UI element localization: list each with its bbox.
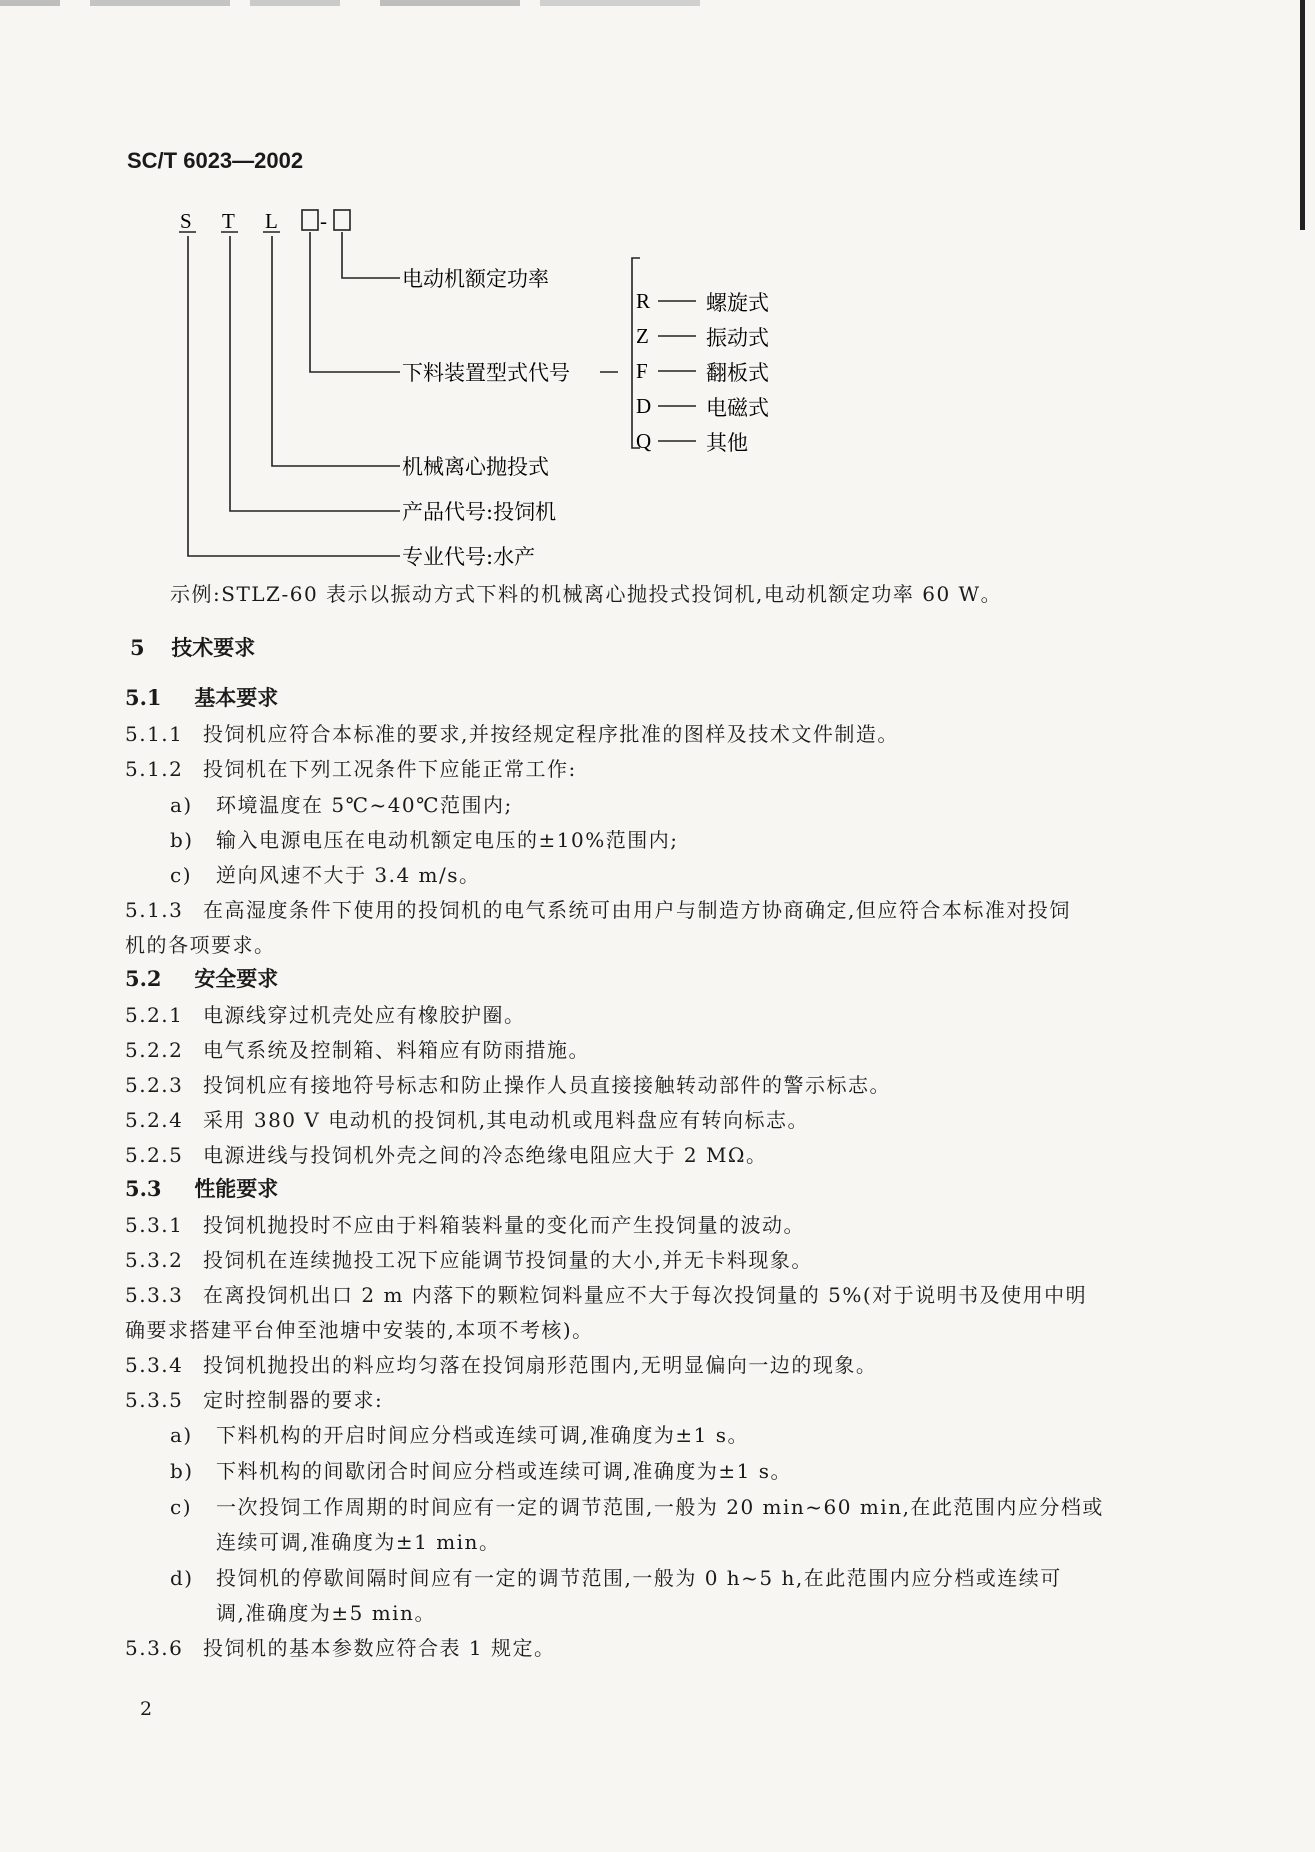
- standard-number: SC/T 6023—2002: [127, 148, 304, 173]
- label-centrifugal-type: 机械离心抛投式: [402, 455, 549, 479]
- clause-text: 投饲机应有接地符号标志和防止操作人员直接接触转动部件的警示标志。: [203, 1073, 891, 1097]
- list-text: 环境温度在 5℃~40℃范围内;: [216, 793, 513, 817]
- clause-text: 投饲机应符合本标准的要求,并按经规定程序批准的图样及技术文件制造。: [203, 722, 899, 746]
- clause-5-3-2: [125, 1244, 813, 1273]
- list-text: 输入电源电压在电动机额定电压的±10%范围内;: [216, 828, 679, 852]
- section-number: 5.1: [125, 685, 162, 710]
- clause-text: 电源进线与投饲机外壳之间的冷态绝缘电阻应大于 2 MΩ。: [203, 1143, 768, 1167]
- list-item: [170, 1455, 792, 1484]
- feeder-name: 螺旋式: [706, 291, 769, 315]
- feeder-name: 振动式: [706, 326, 769, 350]
- list-marker: a): [170, 1423, 193, 1447]
- leader-centrifugal: [272, 236, 400, 466]
- clause-5-2-5: [125, 1139, 768, 1168]
- list-item: [170, 789, 513, 818]
- clause-number: 5.3.3: [125, 1283, 184, 1307]
- clause-number: 5.2.3: [125, 1073, 184, 1097]
- clause-5-2-3: [125, 1069, 891, 1098]
- clause-text-line1: 在离投饲机出口 2 m 内落下的颗粒饲料量应不大于每次投饲量的 5%(对于说明书及使用中明: [203, 1283, 1088, 1307]
- section-number: 5.2: [125, 966, 162, 991]
- list-marker: b): [170, 828, 194, 852]
- clause-5-1-2: [125, 753, 577, 782]
- clause-number: 5.2.5: [125, 1143, 184, 1167]
- clause-text: 投饲机抛投出的料应均匀落在投饲扇形范围内,无明显偏向一边的现象。: [203, 1353, 878, 1377]
- clause-5-3-6: [125, 1632, 555, 1661]
- feeder-type-r: [636, 289, 769, 315]
- clause-5-2-1: [125, 999, 526, 1028]
- example-text: 示例:STLZ-60 表示以振动方式下料的机械离心抛投式投饲机,电动机额定功率 60 W。: [170, 582, 1003, 606]
- feeder-code: Z: [636, 324, 649, 348]
- feeder-type-d: [636, 394, 769, 420]
- list-text: 投饲机的停歇间隔时间应有一定的调节范围,一般为 0 h~5 h,在此范围内应分档或连续可: [216, 1566, 1062, 1590]
- clause-5-1-3: [125, 894, 1071, 923]
- list-item: [170, 859, 481, 888]
- clause-text: 定时控制器的要求:: [203, 1388, 384, 1412]
- feeder-type-z: [636, 324, 769, 350]
- list-marker: c): [170, 1495, 193, 1519]
- code-letter-s: S: [180, 209, 192, 233]
- clause-text-line1: 在高湿度条件下使用的投饲机的电气系统可由用户与制造方协商确定,但应符合本标准对投饲: [203, 898, 1071, 922]
- clause-5-1-1: [125, 718, 899, 747]
- label-profession-code: 专业代号:水产: [402, 545, 536, 569]
- clause-5-1-3-continued: 机的各项要求。: [125, 933, 276, 957]
- list-text: 一次投饲工作周期的时间应有一定的调节范围,一般为 20 min~60 min,在此范围内应分档或: [216, 1495, 1104, 1519]
- model-code-diagram: [0, 0, 1315, 600]
- clause-text: 投饲机在连续抛投工况下应能调节投饲量的大小,并无卡料现象。: [203, 1248, 813, 1272]
- clause-text: 电源线穿过机壳处应有橡胶护圈。: [203, 1003, 526, 1027]
- list-marker: d): [170, 1566, 194, 1590]
- clause-text: 投饲机的基本参数应符合表 1 规定。: [203, 1636, 556, 1660]
- feeder-code: D: [636, 394, 652, 418]
- clause-5-2-4: [125, 1104, 809, 1133]
- list-text: 逆向风速不大于 3.4 m/s。: [216, 863, 481, 887]
- label-feeder-type-code: 下料装置型式代号: [402, 361, 570, 385]
- list-item: [170, 1419, 749, 1448]
- section-title: 基本要求: [194, 685, 279, 710]
- clause-5-3-3-continued: 确要求搭建平台伸至池塘中安装的,本项不考核)。: [125, 1318, 594, 1342]
- code-dash: -: [320, 209, 327, 233]
- feeder-code: Q: [636, 429, 652, 453]
- list-text: 下料机构的间歇闭合时间应分档或连续可调,准确度为±1 s。: [216, 1459, 792, 1483]
- clause-text: 电气系统及控制箱、料箱应有防雨措施。: [203, 1038, 590, 1062]
- section-5-1-heading: [125, 682, 278, 712]
- list-text: 下料机构的开启时间应分档或连续可调,准确度为±1 s。: [216, 1423, 749, 1447]
- section-5-3-heading: [125, 1173, 278, 1203]
- clause-number: 5.2.4: [125, 1108, 184, 1132]
- clause-number: 5.1.2: [125, 757, 184, 781]
- section-5-heading: [130, 632, 255, 662]
- list-marker: a): [170, 793, 193, 817]
- clause-5-3-5: [125, 1384, 383, 1413]
- section-title: 技术要求: [171, 635, 256, 660]
- section-number: 5.3: [125, 1176, 162, 1201]
- clause-number: 5.3.5: [125, 1388, 184, 1412]
- code-box-1: [302, 210, 318, 230]
- feeder-code: R: [636, 289, 651, 313]
- clause-text: 采用 380 V 电动机的投饲机,其电动机或甩料盘应有转向标志。: [203, 1108, 810, 1132]
- list-item: [170, 1491, 1104, 1520]
- page-number: 2: [140, 1698, 153, 1720]
- clause-5-2-2: [125, 1034, 590, 1063]
- clause-number: 5.3.2: [125, 1248, 184, 1272]
- list-item: [170, 1562, 1062, 1591]
- feeder-name: 电磁式: [706, 396, 769, 420]
- clause-number: 5.1.1: [125, 722, 184, 746]
- list-item: [170, 824, 678, 853]
- code-letter-t: T: [222, 209, 235, 233]
- leader-power: [342, 232, 400, 278]
- feeder-name: 其他: [706, 431, 748, 455]
- clause-text: 投饲机在下列工况条件下应能正常工作:: [203, 757, 577, 781]
- leader-feeder: [310, 232, 400, 372]
- clause-number: 5.3.1: [125, 1213, 184, 1237]
- list-marker: b): [170, 1459, 194, 1483]
- section-title: 性能要求: [194, 1176, 279, 1201]
- list-marker: c): [170, 863, 193, 887]
- clause-number: 5.1.3: [125, 898, 184, 922]
- code-box-2: [334, 210, 350, 230]
- code-letter-l: L: [265, 209, 278, 233]
- clause-number: 5.3.6: [125, 1636, 184, 1660]
- clause-5-3-1: [125, 1209, 805, 1238]
- section-number: 5: [130, 635, 145, 660]
- label-product-code: 产品代号:投饲机: [402, 500, 557, 524]
- clause-5-3-3: [125, 1279, 1087, 1308]
- clause-text: 投饲机抛投时不应由于料箱装料量的变化而产生投饲量的波动。: [203, 1213, 805, 1237]
- label-motor-rated-power: 电动机额定功率: [402, 267, 549, 291]
- clause-number: 5.2.2: [125, 1038, 184, 1062]
- list-item-continued: 连续可调,准确度为±1 min。: [216, 1530, 501, 1554]
- section-title: 安全要求: [194, 966, 279, 991]
- section-5-2-heading: [125, 963, 278, 993]
- list-item-continued: 调,准确度为±5 min。: [216, 1601, 436, 1625]
- clause-5-3-4: [125, 1349, 877, 1378]
- feeder-type-q: [636, 429, 748, 455]
- feeder-name: 翻板式: [706, 361, 769, 385]
- clause-number: 5.3.4: [125, 1353, 184, 1377]
- clause-number: 5.2.1: [125, 1003, 184, 1027]
- feeder-code: F: [636, 359, 648, 383]
- feeder-types-bracket: [632, 258, 640, 448]
- feeder-type-f: [636, 359, 769, 385]
- leader-profession: [188, 236, 400, 556]
